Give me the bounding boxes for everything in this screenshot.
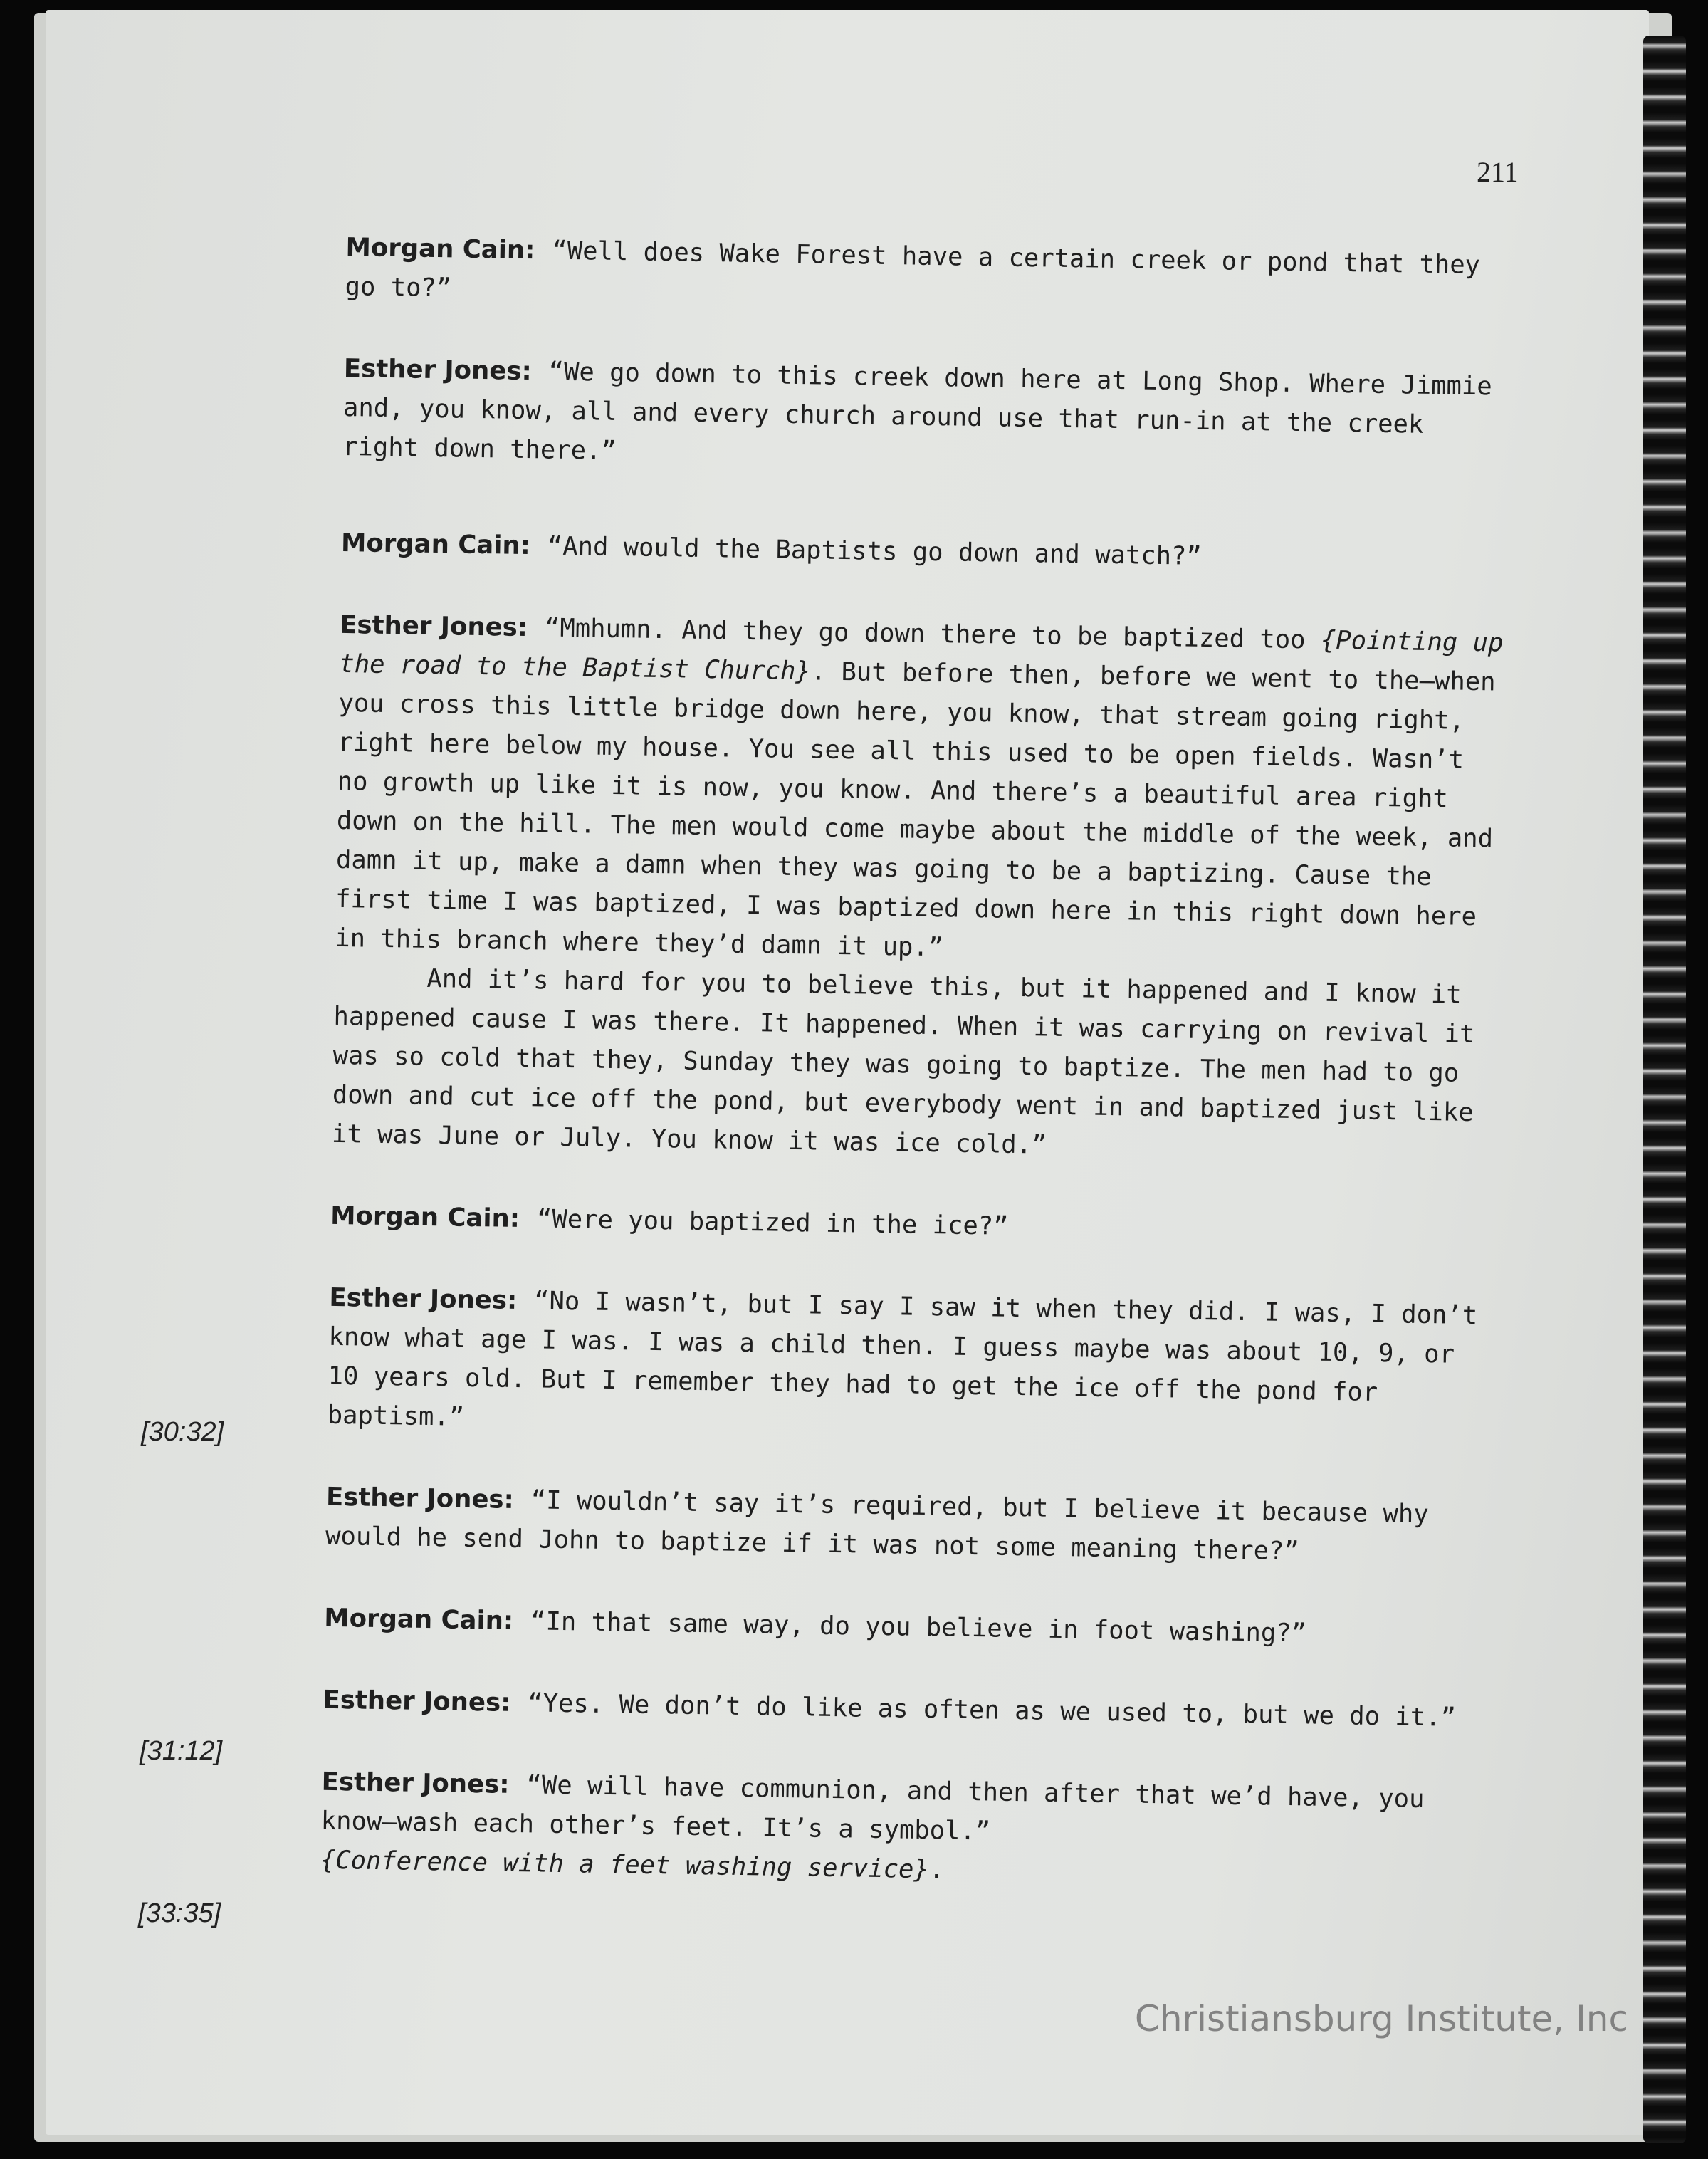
dialogue-text: “Yes. We don’t do like as often as we used to, but we do it.” xyxy=(528,1688,1457,1732)
dialogue-paragraph: And it’s hard for you to believe this, but it happened and I know it happened cause I was there. It happened. When it was carrying on revival it was so cold that they, Sunday they was going to baptize. The men had to go down and cut ice off the pond, but everybody went in and baptized just like it was June or July. You know it was ice cold.” xyxy=(331,963,1475,1160)
stage-direction-punctuation: . xyxy=(928,1855,945,1885)
dialogue-text: “And would the Baptists go down and watch?” xyxy=(547,531,1203,571)
speaker-name: Esther Jones: xyxy=(329,1282,518,1315)
dialogue-text: “We will have communion, and then after that we’d have, you know—wash each other’s feet. It’s a symbol.” xyxy=(320,1770,1425,1846)
transcript-entry xyxy=(341,523,1509,581)
page-number: 211 xyxy=(1477,156,1519,188)
speaker-name: Morgan Cain: xyxy=(340,528,531,561)
transcript-entry xyxy=(320,1762,1489,1898)
transcript-entry xyxy=(332,605,1508,1172)
dialogue-text-continued: . But before then, before we went to the—when you cross this little bridge down here, you know, that stream going right, right here below my house. You see all this used to be open fields. Wasn’t no growth up like it is now, you know. And there’s a beautiful area right down on the hill. The men would come maybe about the middle of the week, and damn it up, make a damn when they was going to be a baptizing. Cause the first time I was baptized, I was baptized down here in this right down here in this branch where they’d damn it up.” xyxy=(335,657,1496,963)
timestamp: [33:35] xyxy=(138,1898,221,1928)
transcript-entry xyxy=(324,1599,1492,1656)
dialogue-text: “Were you baptized in the ice?” xyxy=(536,1204,1009,1241)
stage-direction: {Pointing up the road to the Baptist Church} xyxy=(339,625,1504,686)
transcript-entry xyxy=(330,1196,1499,1254)
speaker-name: Morgan Cain: xyxy=(324,1603,514,1636)
dialogue-text: “Mmhumn. And they go down there to be baptized too xyxy=(544,613,1321,655)
speaker-name: Esther Jones: xyxy=(323,1685,511,1718)
watermark: Christiansburg Institute, Inc xyxy=(1134,1998,1628,2039)
dialogue-text: “No I wasn’t, but I say I saw it when they did. I was, I don’t know what age I was. I was a child then. I guess maybe was about 10, 9, or 10 years old. But I remember they had to get the ice off the pond for baptism.” xyxy=(327,1286,1478,1432)
speaker-name: Esther Jones: xyxy=(343,353,533,387)
dialogue-text: “In that same way, do you believe in foot washing?” xyxy=(530,1606,1307,1648)
speaker-name: Esther Jones: xyxy=(321,1767,510,1799)
speaker-name: Esther Jones: xyxy=(325,1482,515,1515)
stage-direction: {Conference with a feet washing service} xyxy=(320,1845,930,1885)
dialogue-text: “We go down to this creek down here at Long Shop. Where Jimmie and, you know, all and every church around use that run-in at the creek right down there.” xyxy=(342,357,1492,466)
timestamp: [31:12] xyxy=(140,1736,223,1766)
transcript-entry xyxy=(325,1478,1494,1574)
speaker-name: Esther Jones: xyxy=(339,610,528,643)
dialogue-text: “I wouldn’t say it’s required, but I believe it because why would he send John to baptize if it was not some meaning there?” xyxy=(325,1485,1429,1567)
transcript-entry xyxy=(342,349,1511,485)
speaker-name: Morgan Cain: xyxy=(330,1201,520,1234)
speaker-name: Morgan Cain: xyxy=(345,232,535,266)
spiral-binding xyxy=(1643,36,1686,2143)
dialogue-text: “Well does Wake Forest have a certain creek or pond that they go to?” xyxy=(345,236,1481,303)
timestamp: [30:32] xyxy=(141,1417,224,1447)
transcript-entry xyxy=(323,1680,1491,1738)
transcript-entry xyxy=(327,1278,1497,1453)
transcript-body xyxy=(320,228,1514,1940)
